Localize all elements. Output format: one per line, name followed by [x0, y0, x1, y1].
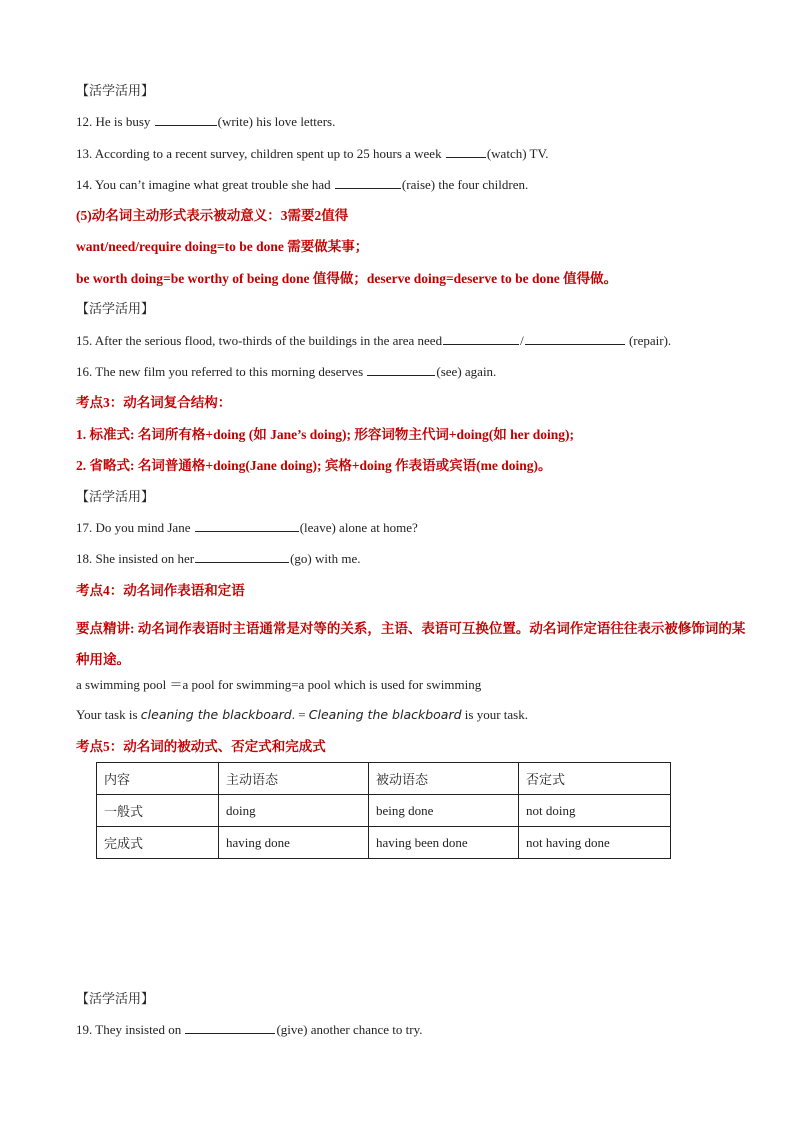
table-header-cell: 内容 — [97, 763, 219, 795]
point-3-heading: 考点3：动名词复合结构： — [76, 395, 232, 410]
question-15: 15. After the serious flood, two-thirds of the buildings in the area need / (repair). — [76, 333, 672, 348]
answer-blank[interactable] — [367, 363, 435, 376]
point-3-item-1: 1. 标准式: 名词所有格+doing (如 Jane’s doing); 形容词物主代词+doing(如 her doing); — [76, 427, 575, 442]
practice-label: 【活学活用】 — [76, 301, 155, 316]
answer-blank[interactable] — [335, 176, 401, 189]
question-19: 19. They insisted on (give) another chance to try. — [76, 1022, 423, 1037]
gerund-forms-table — [96, 762, 671, 859]
point-4-heading: 考点4：动名词作表语和定语 — [76, 583, 245, 598]
question-16: 16. The new film you referred to this morning deserves (see) again. — [76, 364, 497, 379]
table-header-cell: 否定式 — [519, 763, 671, 795]
table-cell: 完成式 — [97, 827, 219, 859]
rule-5-line-2: be worth doing=be worthy of being done 值得做；deserve doing=deserve to be done 值得做。 — [76, 271, 618, 286]
table-header-cell: 被动语态 — [369, 763, 519, 795]
table-header-cell: 主动语态 — [219, 763, 369, 795]
answer-blank[interactable] — [443, 332, 519, 345]
table-cell: doing — [219, 795, 369, 827]
table-row — [97, 827, 671, 859]
answer-blank[interactable] — [155, 113, 217, 126]
table-cell: 一般式 — [97, 795, 219, 827]
table-cell: not having done — [519, 827, 671, 859]
answer-blank[interactable] — [195, 550, 289, 563]
answer-blank[interactable] — [185, 1021, 275, 1034]
table-cell: being done — [369, 795, 519, 827]
point-5-heading: 考点5：动名词的被动式、否定式和完成式 — [76, 739, 326, 754]
point-3-item-2: 2. 省略式: 名词普通格+doing(Jane doing); 宾格+doing 作表语或宾语(me doing)。 — [76, 458, 552, 473]
table-cell: having been done — [369, 827, 519, 859]
table-header-row — [97, 763, 671, 795]
point-4-description: 要点精讲: 动名词作表语时主语通常是对等的关系，主语、表语可互换位置。动名词作定语往往表示被修饰词的某种用途。 — [76, 621, 746, 667]
rule-5-heading: (5)动名词主动形式表示被动意义：3需要2值得 — [76, 208, 349, 223]
question-12: 12. He is busy (write) his love letters. — [76, 114, 336, 129]
table-cell: having done — [219, 827, 369, 859]
question-13: 13. According to a recent survey, children spent up to 25 hours a week (watch) TV. — [76, 146, 549, 161]
question-17: 17. Do you mind Jane (leave) alone at home? — [76, 520, 418, 535]
practice-label: 【活学活用】 — [76, 991, 155, 1006]
rule-5-line-1: want/need/require doing=to be done 需要做某事； — [76, 239, 369, 254]
example-task: Your task is cleaning the blackboard. = Cleaning the blackboard is your task. — [76, 707, 528, 722]
example-swimming-pool: a swimming pool ＝a pool for swimming=a pool which is used for swimming — [76, 677, 482, 692]
table-row — [97, 795, 671, 827]
question-14: 14. You can’t imagine what great trouble she had (raise) the four children. — [76, 177, 529, 192]
table-cell: not doing — [519, 795, 671, 827]
practice-label: 【活学活用】 — [76, 489, 155, 504]
question-18: 18. She insisted on her (go) with me. — [76, 551, 361, 566]
practice-label: 【活学活用】 — [76, 83, 155, 98]
answer-blank[interactable] — [525, 332, 625, 345]
answer-blank[interactable] — [446, 145, 486, 158]
answer-blank[interactable] — [195, 519, 299, 532]
